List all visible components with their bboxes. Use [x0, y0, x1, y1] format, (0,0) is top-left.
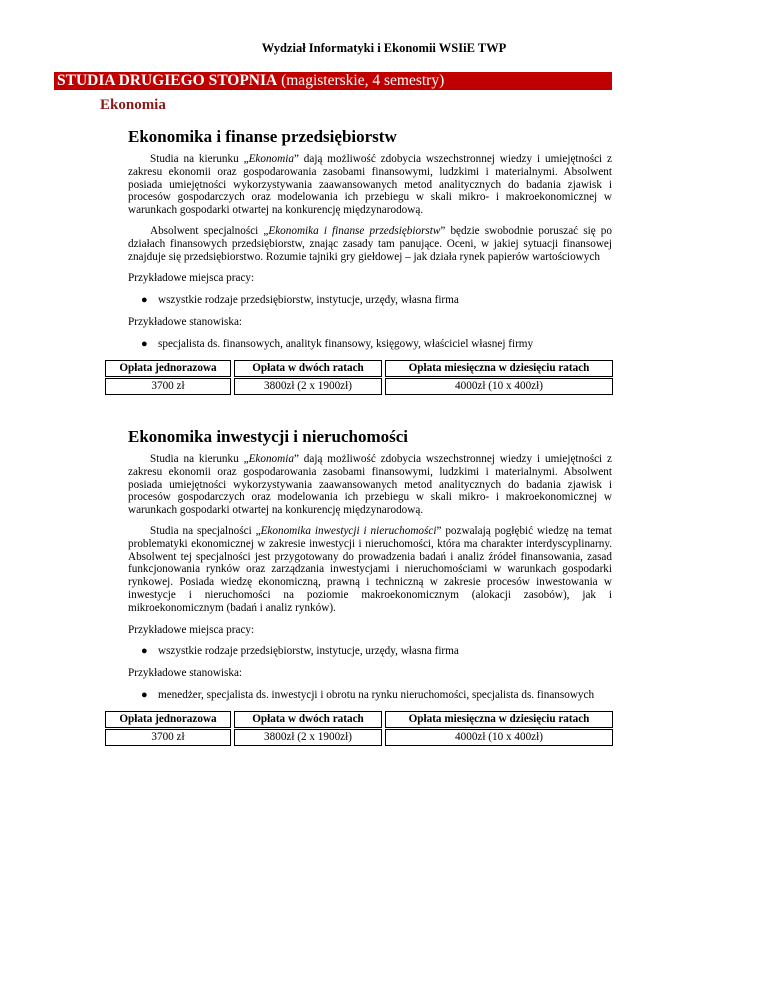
- level-banner-text: [57, 72, 444, 90]
- fee-header-row: [105, 360, 613, 377]
- s2p1-em: Ekonomia: [248, 453, 294, 465]
- fee-value-ten-installments: 4000zł (10 x 400zł): [385, 729, 613, 746]
- section-2-workplaces-label: Przykładowe miejsca pracy:: [128, 623, 255, 636]
- section-1-positions-item: [128, 338, 612, 351]
- bullet-icon: ●: [141, 688, 148, 701]
- s2p1-pre: Studia na kierunku „: [150, 453, 249, 465]
- section-2-positions-item: [128, 689, 612, 702]
- fee-value-row: [105, 378, 613, 395]
- section-2-paragraph-1: [128, 453, 612, 517]
- section-2-title: Ekonomika inwestycji i nieruchomości: [128, 427, 409, 446]
- s2p2-post: ” pozwalają pogłębić wiedzę na temat problematyki ekonomicznej w zakresie inwestycji i nieruchomości, która ma charakter interdyscyplinarny. Absolwent tej specjalności jest przygotowany do prowadzenia badań i analiz źródeł finansowania, zasad funkcjonowania rynków oraz zarządzania inwestycjami i nieruchomościami w warunkach gospodarki rynkowej. Posiada wiedzę ekonomiczną, prawną i techniczną w zakresie procesów inwestowania w inwestycje i nieruchomości na poziomie makroekonomicznym (alokacji zasobów), jak i mikroekonomicznym (badań i analiz rynków).: [128, 524, 613, 614]
- s2-workplaces: wszystkie rodzaje przedsiębiorstw, instytucje, urzędy, własna firma: [158, 645, 459, 658]
- fee-header-row: [105, 711, 613, 728]
- section-2-positions-label: Przykładowe stanowiska:: [128, 667, 243, 680]
- fee-value-two-installments: 3800zł (2 x 1900zł): [234, 729, 382, 746]
- fee-value-one-time: 3700 zł: [105, 729, 231, 746]
- fee-value-two-installments: 3800zł (2 x 1900zł): [234, 378, 382, 395]
- s2p1-post: ” dają możliwość zdobycia wszechstronnej wiedzy i umiejętności z zakresu ekonomii oraz gospodarowania zasobami finansowymi, ludzkimi i materialnymi. Absolwent posiada umiejętności wykorzystywania zaawansowanych metod analitycznych do badania zjawisk i procesów gospodarczych oraz modelowania ich przebiegu w skali mikro- i makroekonomicznej w warunkach gospodarki otwartej na konkurencję międzynarodową.: [128, 453, 613, 517]
- section-1: [119, 127, 613, 396]
- section-2-fee-table: [102, 710, 616, 747]
- section-1-paragraph-2: [128, 225, 612, 263]
- s1-workplaces: wszystkie rodzaje przedsiębiorstw, instytucje, urzędy, własna firma: [158, 294, 459, 307]
- s2p2-em: Ekonomika inwestycji i nieruchomości: [260, 524, 437, 537]
- s1p1-post: ” dają możliwość zdobycia wszechstronnej wiedzy i umiejętności z zakresu ekonomii oraz gospodarowania zasobami finansowymi, ludzkimi i materialnymi. Absolwent posiada umiejętności wykorzystywania zaawansowanych metod analitycznych do badania zjawisk i procesów gospodarczych oraz modelowania ich przebiegu w skali mikro- i makroekonomicznej w warunkach gospodarki otwartej na konkurencję międzynarodową.: [128, 153, 613, 217]
- page-header: Wydział Informatyki i Ekonomii WSIiE TWP: [261, 41, 507, 55]
- fee-header-two-installments: Opłata w dwóch ratach: [234, 360, 382, 377]
- section-2: [119, 427, 613, 747]
- s2p2-pre: Studia na specjalności „: [150, 524, 261, 537]
- s1p1-em: Ekonomia: [248, 153, 294, 165]
- section-1-workplaces-item: [128, 294, 612, 307]
- fee-header-one-time: Opłata jednorazowa: [105, 360, 231, 377]
- level-banner-detail: (magisterskie, 4 semestry): [277, 72, 445, 89]
- fee-header-one-time: Opłata jednorazowa: [105, 711, 231, 728]
- s1p2-post: ” będzie swobodnie poruszać się po działach finansowych przedsiębiorstw, znając zasady tam panujące. Oceni, w jakiej sytuacji finansowej znajduje się przedsiębiorstwo. Rozumie tajniki gry giełdowej – jak działa rynek papierów wartościowych: [128, 224, 612, 263]
- section-1-title: Ekonomika i finanse przedsiębiorstw: [128, 127, 397, 146]
- s1p1-pre: Studia na kierunku „: [150, 153, 249, 165]
- bullet-icon: ●: [141, 294, 148, 307]
- s1p2-em: Ekonomika i finanse przedsiębiorstw: [268, 224, 441, 237]
- field-title: Ekonomia: [100, 97, 166, 113]
- level-banner-bold: STUDIA DRUGIEGO STOPNIA: [57, 72, 278, 89]
- bullet-icon: ●: [141, 337, 148, 350]
- section-1-positions-label: Przykładowe stanowiska:: [128, 315, 243, 328]
- fee-value-one-time: 3700 zł: [105, 378, 231, 395]
- bullet-icon: ●: [141, 645, 148, 658]
- s2-positions: menedżer, specjalista ds. inwestycji i obrotu na rynku nieruchomości, specjalista ds. finansowych: [158, 688, 595, 701]
- s1p2-pre: Absolwent specjalności „: [150, 224, 269, 237]
- fee-header-ten-installments: Opłata miesięczna w dziesięciu ratach: [385, 360, 613, 377]
- section-1-fee-table: [102, 359, 616, 396]
- fee-value-ten-installments: 4000zł (10 x 400zł): [385, 378, 613, 395]
- section-2-workplaces-item: [128, 645, 612, 658]
- fee-value-row: [105, 729, 613, 746]
- fee-header-ten-installments: Opłata miesięczna w dziesięciu ratach: [385, 711, 613, 728]
- section-2-paragraph-2: [128, 525, 612, 615]
- fee-header-two-installments: Opłata w dwóch ratach: [234, 711, 382, 728]
- section-1-paragraph-1: [128, 153, 612, 217]
- section-1-workplaces-label: Przykładowe miejsca pracy:: [128, 272, 255, 285]
- s1-positions: specjalista ds. finansowych, analityk finansowy, księgowy, właściciel własnej firmy: [158, 337, 534, 350]
